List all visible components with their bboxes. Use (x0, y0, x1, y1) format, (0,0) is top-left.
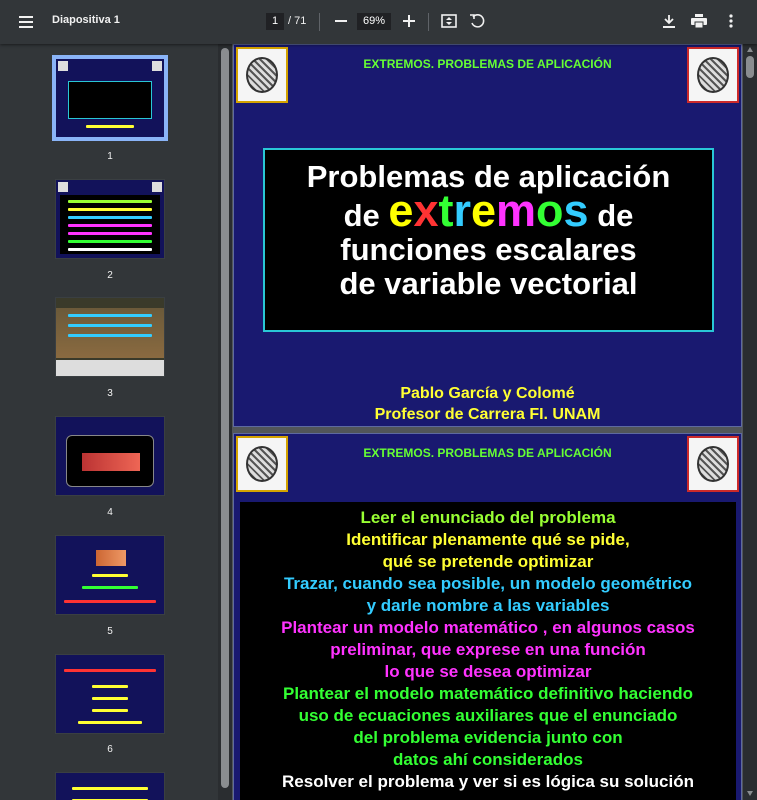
thumbnail-page-7[interactable] (55, 772, 165, 800)
extremos-letter: m (496, 185, 537, 236)
menu-button[interactable] (10, 8, 42, 36)
plus-icon (403, 15, 415, 27)
step-line: qué se pretende optimizar (382, 552, 594, 571)
extremos-letter: e (388, 185, 414, 236)
download-icon (662, 14, 676, 28)
step-line: Resolver el problema y ver si es lógica su solución (282, 772, 694, 791)
title-line: de variable vectorial (339, 266, 638, 301)
thumbnail-sidebar (0, 44, 218, 800)
extremos-word (388, 185, 588, 236)
minus-icon (335, 20, 347, 22)
ingenieria-logo-icon (687, 436, 739, 492)
rotate-button[interactable] (466, 10, 488, 32)
fit-page-button[interactable] (438, 10, 460, 32)
thumbnail-page-2[interactable] (55, 179, 165, 259)
page-number-input[interactable]: 1 (266, 13, 284, 30)
scroll-down-icon[interactable] (746, 789, 754, 797)
more-vert-icon (729, 14, 733, 28)
toolbar-divider (319, 13, 320, 31)
step-line: preliminar, que exprese en una función (330, 640, 646, 659)
thumbnail-page-6[interactable] (55, 654, 165, 734)
thumbnail-number: 6 (107, 744, 113, 755)
document-title: Diapositiva 1 (52, 14, 120, 26)
extremos-letter: t (438, 185, 454, 236)
title-line: funciones escalares (340, 232, 637, 267)
fit-page-icon (441, 14, 457, 28)
extremos-letter: r (453, 185, 471, 236)
extremos-letter: s (563, 185, 589, 236)
thumbnail-page-3[interactable] (55, 297, 165, 377)
step-line: Identificar plenamente qué se pide, (346, 530, 630, 549)
logo-icon (152, 61, 162, 71)
title-line: de extremos de (343, 185, 634, 236)
extremos-letter: o (536, 185, 564, 236)
title-line: Problemas de aplicación (306, 159, 671, 194)
slide-page-1 (233, 44, 742, 427)
extremos-letter: e (471, 185, 497, 236)
print-button[interactable] (688, 10, 710, 32)
step-line: Plantear un modelo matemático , en algunos casos (281, 618, 695, 637)
thumbnail-page-5[interactable] (55, 535, 165, 615)
toolbar-divider (428, 13, 429, 31)
main-scrollbar[interactable] (743, 44, 757, 800)
unam-logo-icon (236, 47, 288, 103)
document-viewer (232, 44, 757, 800)
thumbnail-number: 1 (107, 151, 113, 162)
thumbnail-number: 3 (107, 388, 113, 399)
author-block (234, 383, 741, 425)
thumbnail-title-box (68, 81, 152, 119)
slide-title-box (263, 148, 714, 332)
steps-box (240, 502, 736, 800)
thumbnail-number: 2 (107, 270, 113, 281)
step-line: Leer el enunciado del problema (360, 508, 616, 527)
step-line: datos ahí considerados (393, 750, 583, 769)
thumbnail-number: 4 (107, 507, 113, 518)
author-role: Profesor de Carrera FI. UNAM (374, 406, 601, 423)
thumbnail-number: 5 (107, 626, 113, 637)
page-total: / 71 (288, 15, 307, 27)
slide-page-2 (233, 433, 742, 800)
step-line: uso de ecuaciones auxiliares que el enunciado (298, 706, 678, 725)
thumbnail-page-1[interactable] (55, 58, 165, 138)
step-line: del problema evidencia junto con (353, 728, 623, 747)
more-options-button[interactable] (720, 10, 742, 32)
unam-logo-icon (236, 436, 288, 492)
sidebar-scrollbar-thumb[interactable] (221, 48, 229, 788)
ingenieria-logo-icon (687, 47, 739, 103)
zoom-in-button[interactable] (398, 10, 420, 32)
main-scrollbar-thumb[interactable] (746, 56, 754, 78)
step-line: y darle nombre a las variables (366, 596, 610, 615)
rotate-icon (469, 13, 485, 29)
thumbnail-page-4[interactable] (55, 416, 165, 496)
print-icon (691, 14, 707, 28)
pdf-toolbar (0, 0, 757, 44)
extremos-letter: x (413, 185, 439, 236)
logo-icon (58, 182, 68, 192)
step-line: Trazar, cuando sea posible, un modelo geométrico (283, 574, 693, 593)
logo-icon (152, 182, 162, 192)
logo-icon (58, 61, 68, 71)
menu-icon (19, 16, 33, 28)
slide-header: EXTREMOS. PROBLEMAS DE APLICACIÓN (363, 446, 612, 460)
author-name: Pablo García y Colomé (400, 385, 575, 402)
zoom-out-button[interactable] (330, 10, 352, 32)
step-line: Plantear el modelo matemático definitivo haciendo (283, 684, 693, 703)
scroll-up-icon[interactable] (746, 46, 754, 54)
download-button[interactable] (658, 10, 680, 32)
step-line: lo que se desea optimizar (384, 662, 592, 681)
zoom-input[interactable]: 69% (357, 13, 391, 30)
slide-header: EXTREMOS. PROBLEMAS DE APLICACIÓN (363, 57, 612, 71)
